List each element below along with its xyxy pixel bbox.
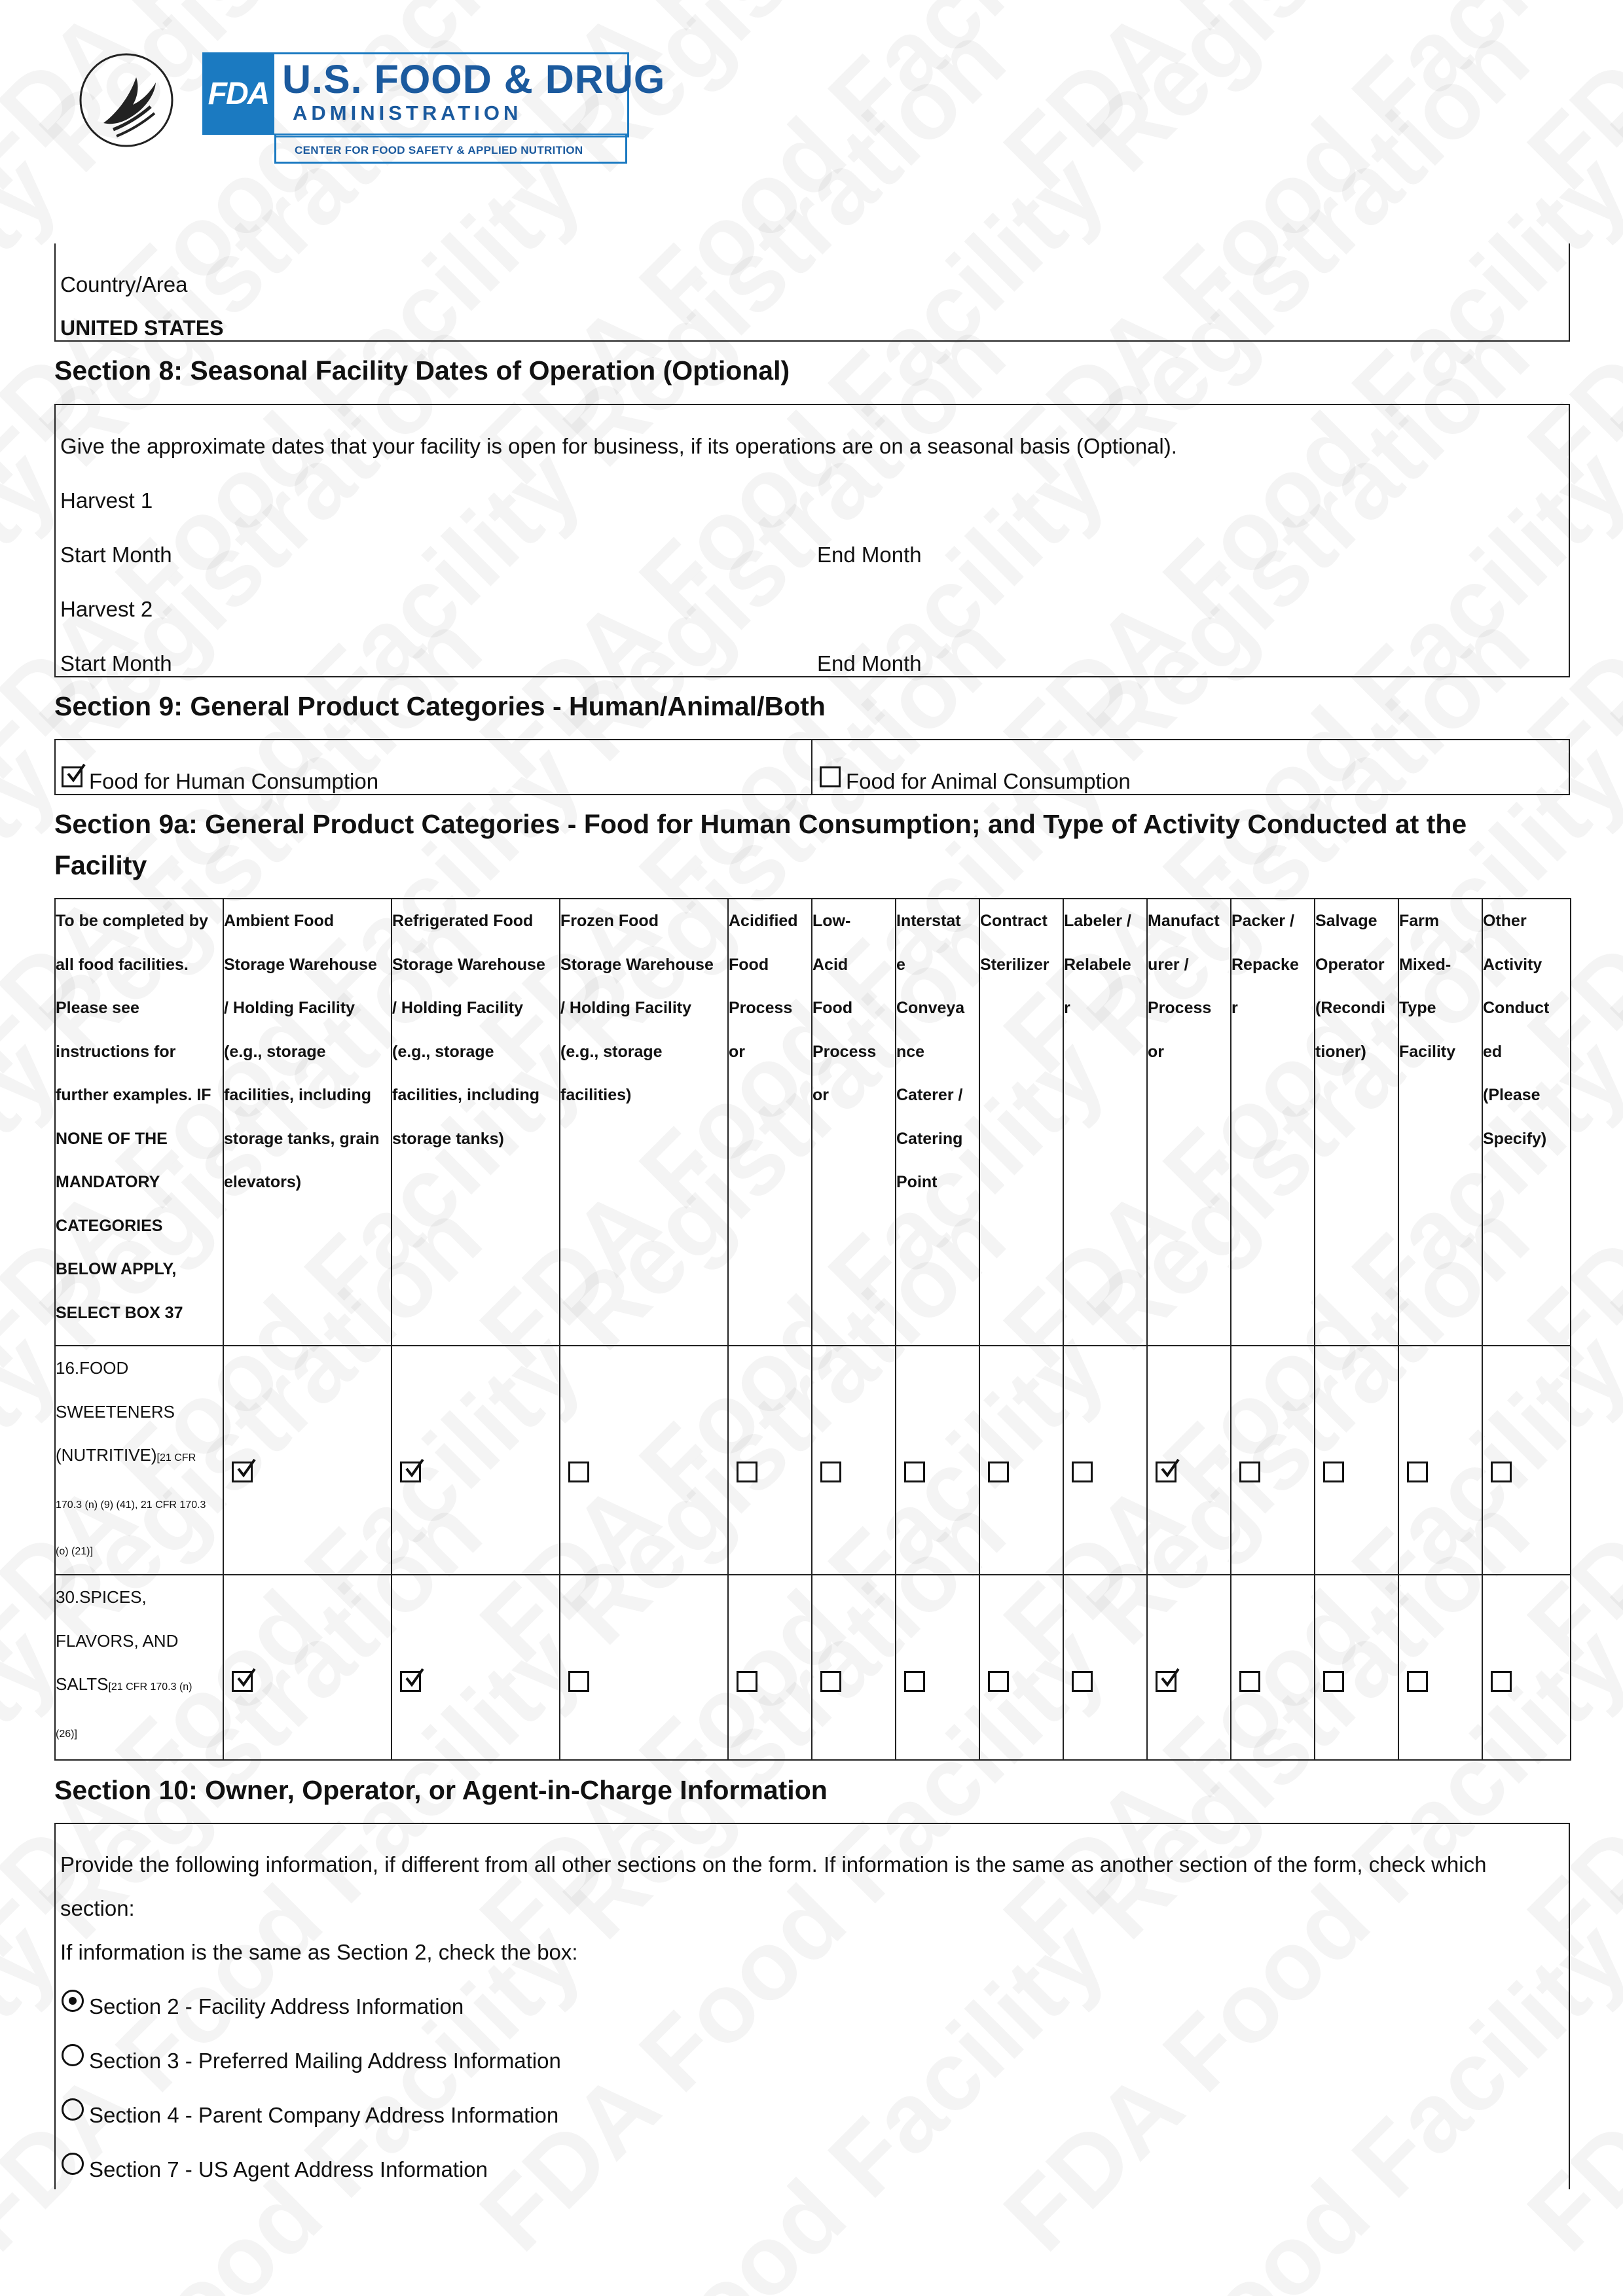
header-line: Specify) [1483, 1129, 1547, 1148]
header-line: (e.g., storage [224, 1042, 326, 1061]
harvest2-end-month-label: End Month [817, 651, 922, 675]
cfr-reference: [21 CFR 170.3 (n) [108, 1681, 192, 1693]
activity-checkbox[interactable] [568, 1462, 589, 1482]
header-line: or [729, 1042, 745, 1061]
header-line: facilities, including [224, 1086, 372, 1104]
header-line: Acidified [729, 912, 798, 930]
food-animal-label: Food for Animal Consumption [846, 769, 1131, 793]
header-line: Low- [812, 912, 851, 930]
section2-option-label: Section 2 - Facility Address Information [89, 1994, 464, 2018]
category-label-cell [55, 1346, 223, 1575]
column-header-12 [1482, 899, 1571, 1346]
category-label-line: SWEETENERS [56, 1401, 175, 1422]
column-header-10 [1315, 899, 1398, 1346]
header-line: Food [812, 999, 853, 1017]
header-line: or [1148, 1042, 1164, 1061]
header-line: Facility [1399, 1042, 1456, 1061]
fda-logo [202, 52, 666, 166]
activity-checkbox[interactable] [1239, 1671, 1260, 1692]
fda-center: CENTER FOR FOOD SAFETY & APPLIED NUTRITION [274, 134, 627, 164]
header-line: To be completed by [56, 912, 208, 930]
header-line: BELOW APPLY, [56, 1260, 177, 1278]
header-line: further examples. IF [56, 1086, 211, 1104]
column-header-4 [812, 899, 896, 1346]
food-animal-checkbox[interactable] [820, 766, 841, 787]
activity-checkbox[interactable] [904, 1462, 925, 1482]
section2-radio[interactable] [62, 1990, 84, 2012]
header-line: Sterilizer [980, 955, 1049, 974]
header-line: Contract [980, 912, 1048, 930]
header-line: tioner) [1315, 1042, 1366, 1061]
column-header-6 [979, 899, 1063, 1346]
cfr-reference: (o) (21)] [56, 1546, 93, 1557]
activity-cell [223, 1575, 392, 1760]
country-value: UNITED STATES [60, 316, 224, 340]
header-line: Please see [56, 999, 139, 1017]
activity-checkbox[interactable] [1491, 1462, 1512, 1482]
section4-radio[interactable] [62, 2098, 84, 2121]
activity-checkbox[interactable] [1407, 1462, 1428, 1482]
harvest2-label: Harvest 2 [60, 597, 153, 621]
header-line: Farm [1399, 912, 1440, 930]
activity-checkbox[interactable] [820, 1671, 841, 1692]
activity-cell [728, 1575, 812, 1760]
section10-instruction-line1: Provide the following information, if different from all other sections on the form. If information is the same as another section of the form, check which [60, 1852, 1487, 1876]
header-line: Type [1399, 999, 1436, 1017]
fda-mark: FDA [202, 52, 274, 135]
header-line: Activity [1483, 955, 1542, 974]
header-line: Conveya [896, 999, 965, 1017]
activity-checkbox[interactable] [1491, 1671, 1512, 1692]
header-line: (e.g., storage [560, 1042, 663, 1061]
header-line: (e.g., storage [392, 1042, 494, 1061]
activity-checkbox-checked[interactable] [232, 1462, 253, 1482]
activity-cell [1315, 1575, 1398, 1760]
header-line: Interstat [896, 912, 961, 930]
header-line: MANDATORY [56, 1173, 160, 1191]
harvest2-start-month-label: Start Month [60, 651, 172, 675]
header-line: storage tanks, grain [224, 1129, 380, 1148]
header-line: Catering [896, 1129, 963, 1148]
watermark-text [1506, 0, 1623, 800]
section3-radio[interactable] [62, 2044, 84, 2066]
header-line: NONE OF THE [56, 1129, 168, 1148]
activity-cell [1398, 1575, 1482, 1760]
column-header-11 [1398, 899, 1482, 1346]
fda-subtitle: ADMINISTRATION [293, 101, 522, 124]
header-line: / Holding Facility [392, 999, 524, 1017]
food-human-label: Food for Human Consumption [89, 769, 379, 793]
watermark-text [1506, 0, 1623, 211]
activity-checkbox[interactable] [1072, 1671, 1093, 1692]
cfr-reference: [21 CFR [156, 1452, 196, 1463]
activity-checkbox[interactable] [904, 1671, 925, 1692]
header-line: Conduct [1483, 999, 1550, 1017]
column-header-7 [1063, 899, 1147, 1346]
header-line: Labeler / [1064, 912, 1131, 930]
activity-cell [1063, 1575, 1147, 1760]
header-line: Other [1483, 912, 1527, 930]
watermark-text [982, 0, 1623, 800]
section10-instruction-line2: section: [60, 1896, 135, 1920]
header-line: Storage Warehouse [560, 955, 714, 974]
food-human-checkbox[interactable] [62, 766, 82, 787]
activity-cell [896, 1346, 979, 1575]
header-line: Relabele [1064, 955, 1131, 974]
activity-checkbox-checked[interactable] [232, 1671, 253, 1692]
section4-option-label: Section 4 - Parent Company Address Information [89, 2103, 559, 2127]
activity-cell [1147, 1346, 1231, 1575]
section8-instruction: Give the approximate dates that your facility is open for business, if its operations are on a seasonal basis (Optional). [60, 434, 1177, 458]
activity-checkbox-checked[interactable] [1156, 1462, 1176, 1482]
section10-same-as-prompt: If information is the same as Section 2, check the box: [60, 1940, 578, 1964]
header-line: Acid [812, 955, 848, 974]
harvest1-start-month-label: Start Month [60, 543, 172, 567]
header-line: Point [896, 1173, 938, 1191]
activity-cell [896, 1575, 979, 1760]
header-line: Operator [1315, 955, 1385, 974]
section3-option-label: Section 3 - Preferred Mailing Address Information [89, 2049, 561, 2073]
activity-cell [1398, 1346, 1482, 1575]
section7-radio[interactable] [62, 2153, 84, 2175]
country-box [54, 243, 1570, 342]
activity-cell [560, 1575, 728, 1760]
activity-checkbox[interactable] [1072, 1462, 1093, 1482]
category-label-line: 30.SPICES, [56, 1587, 147, 1607]
header-line: SELECT BOX 37 [56, 1303, 183, 1322]
header-line: or [812, 1086, 829, 1104]
header-line: r [1064, 999, 1070, 1017]
header-line: ed [1483, 1042, 1503, 1061]
activity-checkbox[interactable] [988, 1671, 1009, 1692]
activity-cell [1482, 1346, 1571, 1575]
section9a-title-line1: Section 9a: General Product Categories - Food for Human Consumption; and Type of Activity Conducted at the [54, 809, 1467, 839]
section8-title: Section 8: Seasonal Facility Dates of Operation (Optional) [54, 355, 790, 386]
activity-checkbox-checked[interactable] [400, 1462, 421, 1482]
harvest1-label: Harvest 1 [60, 488, 153, 512]
activity-checkbox-checked[interactable] [400, 1671, 421, 1692]
header-line: (Please [1483, 1086, 1541, 1104]
activity-checkbox[interactable] [1323, 1462, 1344, 1482]
harvest1-end-month-label: End Month [817, 543, 922, 567]
header-line: Manufact [1148, 912, 1220, 930]
column-header-1 [392, 899, 560, 1346]
activity-checkbox-checked[interactable] [1156, 1671, 1176, 1692]
column-header-8 [1147, 899, 1231, 1346]
header-line: Mixed- [1399, 955, 1451, 974]
header-line: storage tanks) [392, 1129, 504, 1148]
header-line: urer / [1148, 955, 1189, 974]
activity-checkbox[interactable] [1323, 1671, 1344, 1692]
header-line: Salvage [1315, 912, 1377, 930]
header-line: Storage Warehouse [224, 955, 377, 974]
activity-checkbox[interactable] [737, 1671, 757, 1692]
header-line: Storage Warehouse [392, 955, 545, 974]
fda-title: U.S. FOOD & DRUG [282, 57, 666, 101]
activity-checkbox[interactable] [1407, 1671, 1428, 1692]
column-header-0 [223, 899, 392, 1346]
category-label-line: (NUTRITIVE)[21 CFR [56, 1445, 196, 1465]
activity-cell [1482, 1575, 1571, 1760]
header-line: (Recondi [1315, 999, 1385, 1017]
header-line: facilities) [560, 1086, 632, 1104]
header-line: Process [812, 1042, 877, 1061]
activity-cell [392, 1575, 560, 1760]
watermark-text [982, 0, 1623, 211]
header-line: CATEGORIES [56, 1216, 163, 1235]
header-line: / Holding Facility [224, 999, 356, 1017]
header-line: elevators) [224, 1173, 302, 1191]
activity-checkbox[interactable] [988, 1462, 1009, 1482]
header-line: e [896, 955, 905, 974]
header-line: all food facilities. [56, 955, 189, 974]
header-line: Food [729, 955, 769, 974]
header-line: / Holding Facility [560, 999, 692, 1017]
activity-cell [1231, 1346, 1315, 1575]
activity-cell [812, 1575, 896, 1760]
column-header-5 [896, 899, 979, 1346]
section10-title: Section 10: Owner, Operator, or Agent-in-Charge Information [54, 1775, 828, 1805]
header-line: Repacke [1231, 955, 1299, 974]
column-header-9 [1231, 899, 1315, 1346]
activity-checkbox[interactable] [737, 1462, 757, 1482]
activity-cell [392, 1346, 560, 1575]
section7-option-label: Section 7 - US Agent Address Information [89, 2157, 488, 2181]
header-line: Refrigerated Food [392, 912, 534, 930]
activity-category-table [54, 898, 1571, 1761]
header-line: nce [896, 1042, 925, 1061]
hhs-seal-logo [77, 51, 175, 149]
column-header-3 [728, 899, 812, 1346]
header-line: facilities, including [392, 1086, 540, 1104]
category-label-line: FLAVORS, AND [56, 1630, 179, 1651]
header-line: Ambient Food [224, 912, 335, 930]
header-line: Packer / [1231, 912, 1294, 930]
country-label: Country/Area [60, 272, 188, 296]
activity-cell [223, 1346, 392, 1575]
activity-cell [560, 1346, 728, 1575]
header-line: Caterer / [896, 1086, 963, 1104]
section9-divider [811, 739, 812, 795]
category-label-line: 16.FOOD [56, 1358, 129, 1378]
activity-cell [1231, 1575, 1315, 1760]
header-line: Process [1148, 999, 1212, 1017]
cfr-reference: (26)] [56, 1728, 77, 1740]
corner-instructions-cell [55, 899, 223, 1346]
activity-cell [1315, 1346, 1398, 1575]
activity-cell [812, 1346, 896, 1575]
activity-cell [979, 1575, 1063, 1760]
activity-cell [979, 1346, 1063, 1575]
section9a-title-line2: Facility [54, 850, 147, 880]
header-line: instructions for [56, 1042, 176, 1061]
column-header-2 [560, 899, 728, 1346]
activity-cell [1147, 1575, 1231, 1760]
header-line: r [1231, 999, 1238, 1017]
activity-checkbox[interactable] [1239, 1462, 1260, 1482]
activity-cell [1063, 1346, 1147, 1575]
header-line: Process [729, 999, 793, 1017]
header-line: Frozen Food [560, 912, 659, 930]
activity-checkbox[interactable] [568, 1671, 589, 1692]
category-label-cell [55, 1575, 223, 1760]
section9-title: Section 9: General Product Categories - Human/Animal/Both [54, 691, 826, 721]
activity-checkbox[interactable] [820, 1462, 841, 1482]
activity-cell [728, 1346, 812, 1575]
cfr-reference: 170.3 (n) (9) (41), 21 CFR 170.3 [56, 1499, 206, 1511]
category-label-line: SALTS[21 CFR 170.3 (n) [56, 1674, 192, 1694]
